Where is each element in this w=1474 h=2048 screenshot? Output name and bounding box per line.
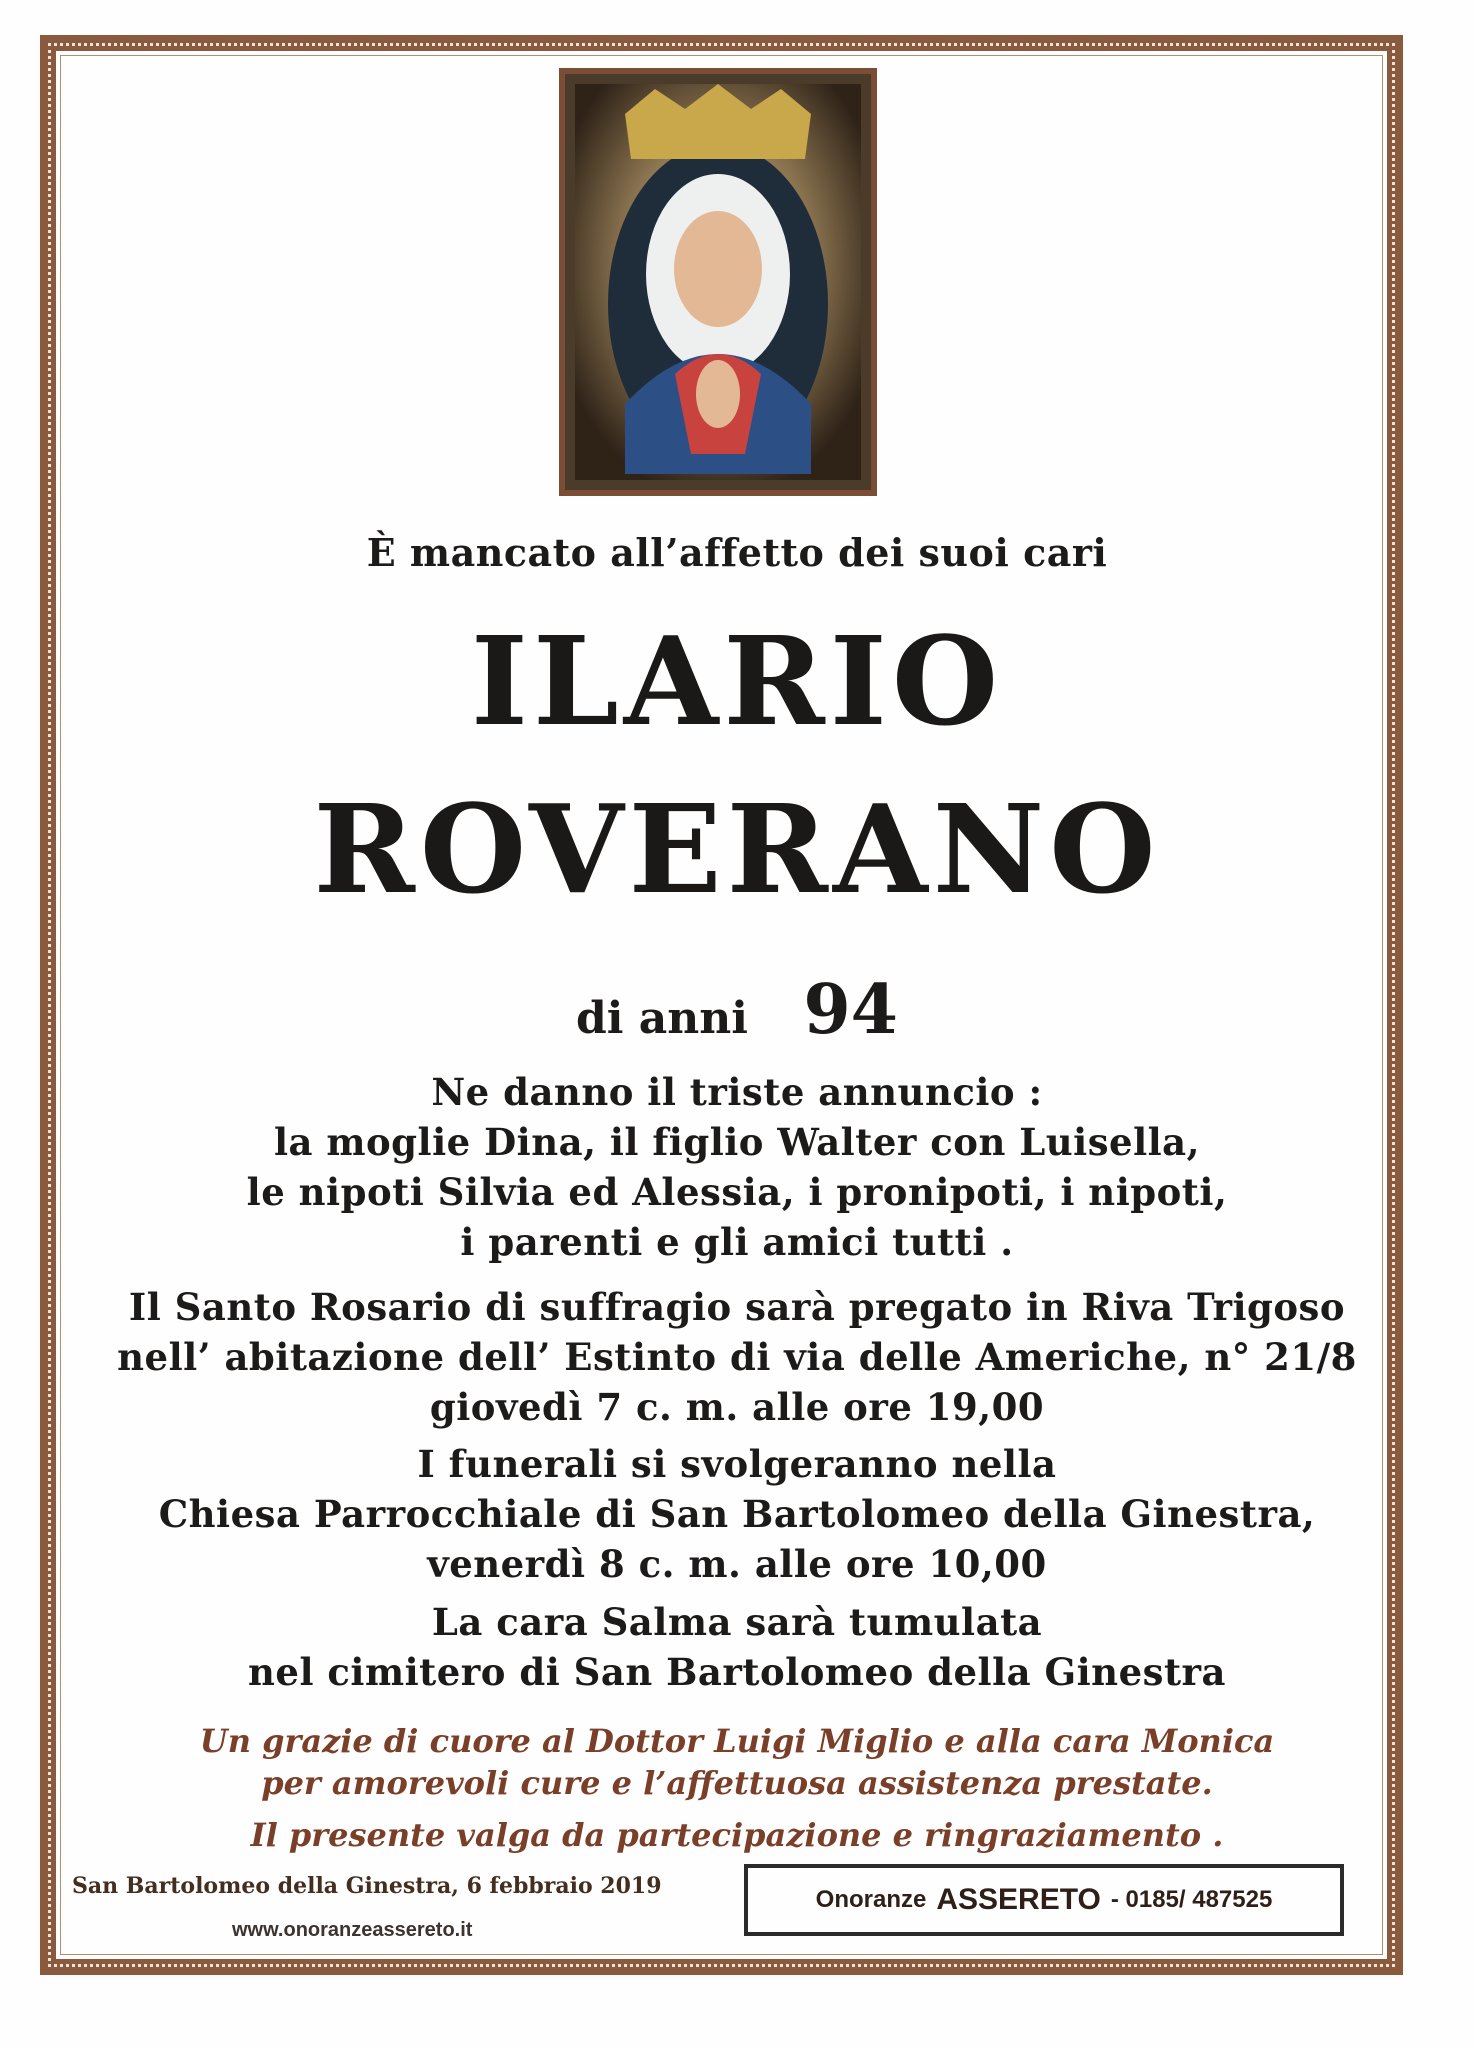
announce-line: le nipoti Silvia ed Alessia, i pronipoti, i nipoti, (246, 1170, 1228, 1214)
agency-box (744, 1864, 1344, 1936)
place-date: San Bartolomeo della Ginestra, 6 febbraio 2019 (72, 1873, 662, 1899)
thanks-line: Un grazie di cuore al Dottor Luigi Miglio e alla cara Monica (199, 1722, 1275, 1760)
agency-name: ASSERETO (936, 1883, 1101, 1916)
agency-url[interactable]: www.onoranzeassereto.it (232, 1919, 473, 1941)
rosary-line: Il Santo Rosario di suffragio sarà pregato in Riva Trigoso (128, 1285, 1346, 1329)
rosary-line: giovedì 7 c. m. alle ore 19,00 (429, 1385, 1045, 1429)
announce-line: la moglie Dina, il figlio Walter con Luisella, (273, 1120, 1201, 1164)
funeral-line: venerdì 8 c. m. alle ore 10,00 (427, 1542, 1047, 1586)
agency-prefix: Onoranze (815, 1886, 927, 1913)
burial-line: La cara Salma sarà tumulata (431, 1600, 1043, 1644)
rosary-line: nell’ abitazione dell’ Estinto di via delle Americhe, n° 21/8 (117, 1335, 1357, 1379)
thanks-line: Il presente valga da partecipazione e ringraziamento . (250, 1816, 1224, 1854)
madonna-portrait (559, 68, 877, 496)
thanks-line: per amorevoli cure e l’affettuosa assistenza prestate. (261, 1764, 1213, 1802)
announce-line: Ne danno il triste annuncio : (431, 1070, 1043, 1114)
announce-line: i parenti e gli amici tutti . (460, 1220, 1014, 1264)
deceased-last-name: ROVERANO (313, 777, 1161, 921)
funeral-line: Chiesa Parrocchiale di San Bartolomeo della Ginestra, (158, 1492, 1316, 1536)
deceased-first-name: ILARIO (470, 609, 1004, 753)
age-prefix: di anni (576, 993, 749, 1044)
burial-line: nel cimitero di San Bartolomeo della Ginestra (248, 1650, 1226, 1694)
age-value: 94 (803, 970, 898, 1050)
madonna-image (565, 74, 871, 490)
age-line (90, 970, 1384, 1050)
opening-heading: È mancato all’affetto dei suoi cari (366, 530, 1108, 575)
funeral-line: I funerali si svolgeranno nella (417, 1442, 1057, 1486)
agency-phone: - 0185/ 487525 (1110, 1886, 1273, 1913)
